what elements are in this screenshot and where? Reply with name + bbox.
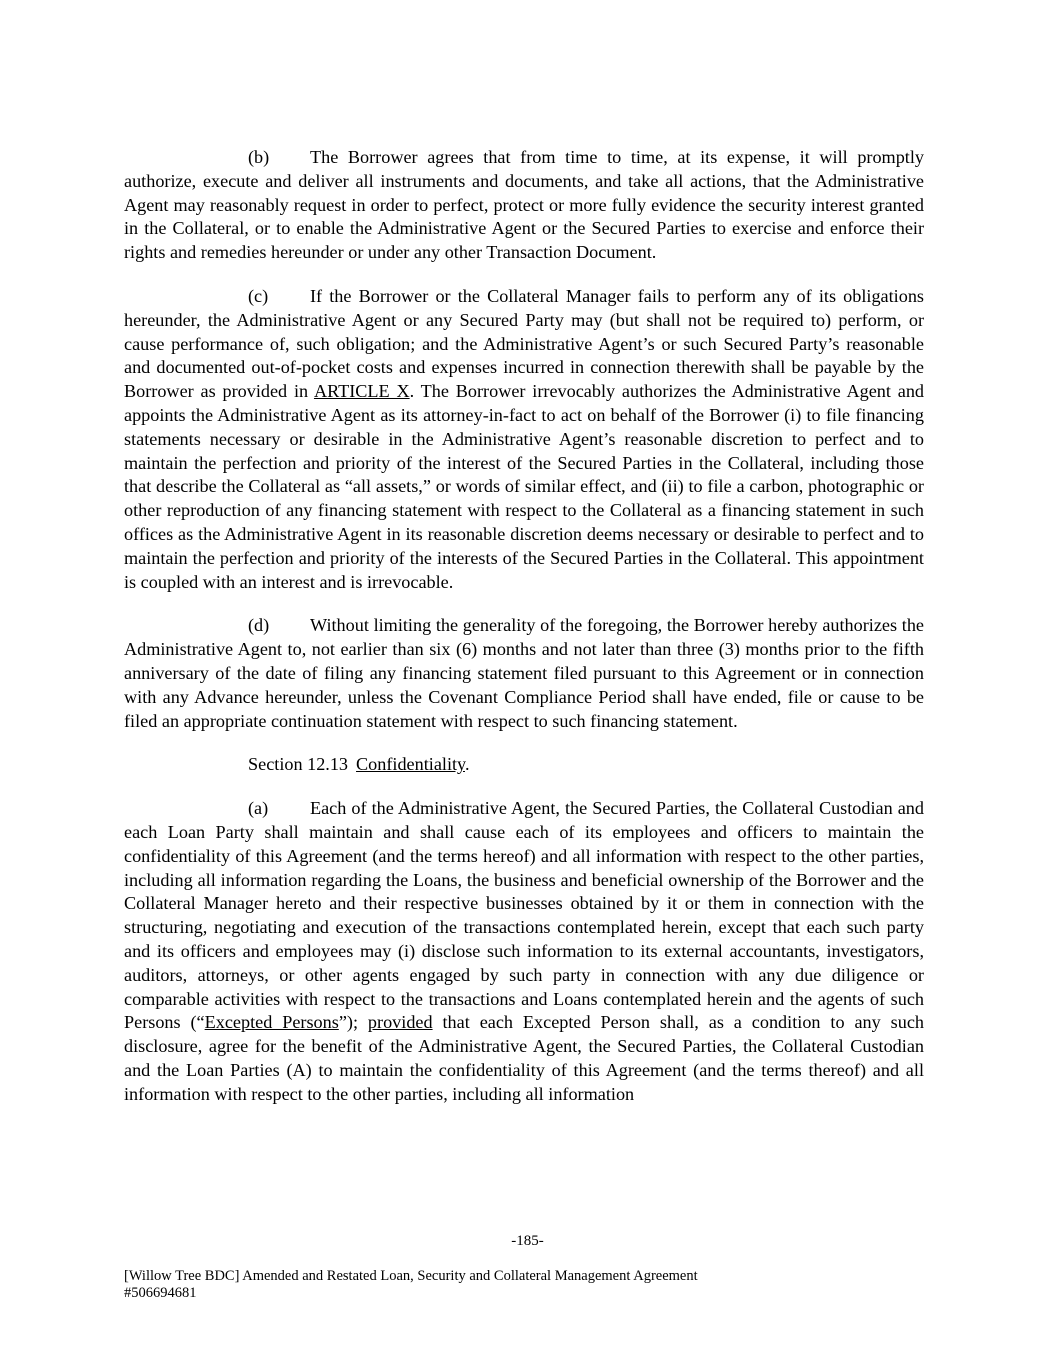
paragraph-label: (b) <box>248 147 270 167</box>
section-period: . <box>464 754 470 775</box>
paragraph-text: If the Borrower or the Collateral Manager fails to perform any of its obligations hereunder, the Administrative Agent or any Secured Party may (but shall not be required to) perform, or cause performance of, such obligation; and the Administrative Agent’s or such Secured Party’s reasonable and documented out-of-pocket costs and expenses incurred in connection therewith shall be payable by the Borrower as provided in <box>124 285 924 402</box>
section-heading <box>248 753 924 777</box>
section-title: Confidentiality <box>356 754 465 775</box>
paragraph-d <box>124 614 924 733</box>
paragraph-label: (a) <box>248 798 269 819</box>
paragraph-c <box>124 285 924 594</box>
paragraph-text: Without limiting the generality of the foregoing, the Borrower hereby authorizes the Administrative Agent to, not earlier than six (6) months and not later than three (3) months prior to the fifth anniversary of the date of filing any financing statement filed pursuant to this Agreement or in connection with any Advance hereunder, unless the Covenant Compliance Period shall have ended, file or cause to be filed an appropriate continuation statement with respect to such financing statement. <box>124 615 924 731</box>
document-body <box>124 146 924 1126</box>
footer <box>124 1268 698 1302</box>
footer-doc-id: #506694681 <box>124 1285 197 1301</box>
paragraph-label: (c) <box>248 285 269 306</box>
confidentiality-paragraph-a <box>124 797 924 1106</box>
paragraph-b <box>124 146 924 265</box>
section-number: Section 12.13 <box>248 754 349 775</box>
paragraph-text: . The Borrower irrevocably authorizes the Administrative Agent and appoints the Administrative Agent as its attorney-in-fact to act on behalf of the Borrower (i) to file financing statements necessary or desirable in the Administrative Agent’s reasonable discretion to perfect and to maintain the perfection and priority of the interest of the Secured Parties in the Collateral, including those that describe the Collateral as “all assets,” or words of similar effect, and (ii) to file a carbon, photographic or other reproduction of any financing statement with respect to the Collateral as a financing statement in such offices as the Administrative Agent in its reasonable discretion deems necessary or desirable to perfect and to maintain the perfection and priority of the interests of the Secured Parties in the Collateral. This appointment is coupled with an interest and is irrevocable. <box>124 381 924 592</box>
paragraph-text: ”); <box>338 1012 368 1033</box>
paragraph-label: (d) <box>248 615 270 636</box>
article-x-reference: ARTICLE X <box>313 381 410 402</box>
paragraph-text: that each Excepted Person shall, as a condition to any such disclosure, agree for the benefit of the Administrative Agent, the Secured Parties, the Collateral Custodian and the Loan Parties (A) to maintain the confidentiality of this Agreement (and the terms thereof) and all information with respect to the other parties, including all information <box>124 1012 925 1104</box>
footer-title: [Willow Tree BDC] Amended and Restated Loan, Security and Collateral Management Agreement <box>124 1268 698 1284</box>
proviso-term: provided <box>367 1012 433 1033</box>
page-number: -185- <box>511 1233 544 1249</box>
defined-term: Excepted Persons <box>204 1012 339 1033</box>
paragraph-text: Each of the Administrative Agent, the Secured Parties, the Collateral Custodian and each Loan Party shall maintain and shall cause each of its employees and officers to maintain the confidentiality of this Agreement (and the terms hereof) and all information with respect to the other parties, including all information regarding the Loans, the business and beneficial ownership of the Borrower and the Collateral Manager hereto and their respective businesses obtained by it or them in connection with the structuring, negotiating and execution of the transactions contemplated herein, except that each such party and its officers and employees may (i) disclose such information to its external accountants, investigators, auditors, attorneys, or other agents engaged by such party in connection with any due diligence or comparable activities with respect to the transactions and Loans contemplated herein and the agents of such Persons (“ <box>124 798 924 1033</box>
paragraph-text: The Borrower agrees that from time to time, at its expense, it will promptly authorize, execute and deliver all instruments and documents, and take all actions, that the Administrative Agent may reasonably request in order to perfect, protect or more fully evidence the security interest granted in the Collateral, or to enable the Administrative Agent or the Secured Parties to exercise and enforce their rights and remedies hereunder or under any other Transaction Document. <box>124 147 924 263</box>
